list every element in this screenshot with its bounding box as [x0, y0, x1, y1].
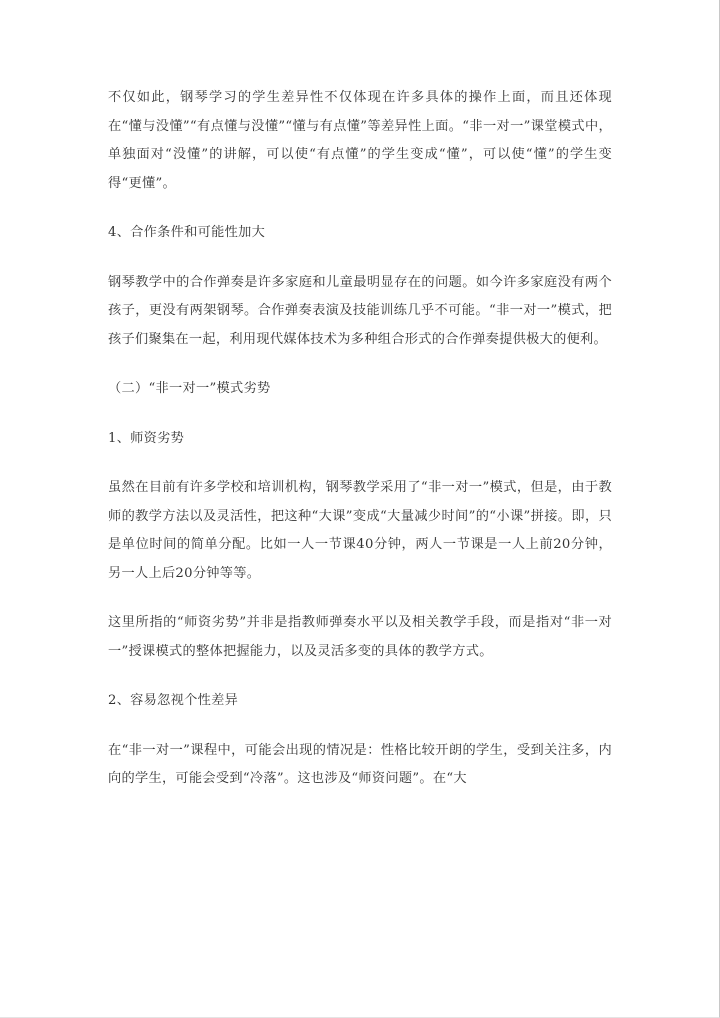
- heading-teacher-disadvantage: 1、师资劣势: [108, 430, 185, 446]
- paragraph-student-differences: 不仅如此，钢琴学习的学生差异性不仅体现在许多具体的操作上面，而且还体现在“懂与没懂”“有点懂与没懂”“懂与有点懂”等差异性上面。“非一对一”课堂模式中，单独面对“没懂”的讲解，可以使“有点懂”的学生变成“懂”，可以使“懂”的学生变得“更懂”。: [108, 90, 612, 191]
- heading-model-disadvantages: （二）“非一对一”模式劣势: [108, 381, 271, 396]
- paragraph-ensemble-playing: 钢琴教学中的合作弹奏是许多家庭和儿童最明显存在的问题。如今许多家庭没有两个孩子，更没有两架钢琴。合作弹奏表演及技能训练几乎不可能。“非一对一”模式，把孩子们聚集在一起，利用现代媒体技术为多种组合形式的合作弹奏提供极大的便利。: [108, 274, 612, 347]
- document-body: [108, 84, 612, 815]
- heading-cooperation-conditions: 4、合作条件和可能性加大: [108, 225, 266, 240]
- heading-individual-differences: 2、容易忽视个性差异: [108, 693, 239, 708]
- paragraph-introverted-students: 在“非一对一”课程中，可能会出现的情况是：性格比较开朗的学生，受到关注多，内向的学生，可能会受到“冷落”。这也涉及“师资问题”。在“大: [108, 742, 612, 786]
- paragraph-teacher-disadvantage-meaning: 这里所指的“师资劣势”并非是指教师弹奏水平以及相关教学手段，而是指对“非一对一”授课模式的整体把握能力，以及灵活多变的具体的教学方式。: [108, 615, 612, 659]
- paragraph-big-class-split: 虽然在目前有许多学校和培训机构，钢琴教学采用了“非一对一”模式，但是，由于教师的教学方法以及灵活性，把这种“大课”变成“大量减少时间”的“小课”拼接。即，只是单位时间的简单分配。比如一人一节课40分钟，两人一节课是一人上前20分钟，另一人上后20分钟等等。: [108, 480, 612, 581]
